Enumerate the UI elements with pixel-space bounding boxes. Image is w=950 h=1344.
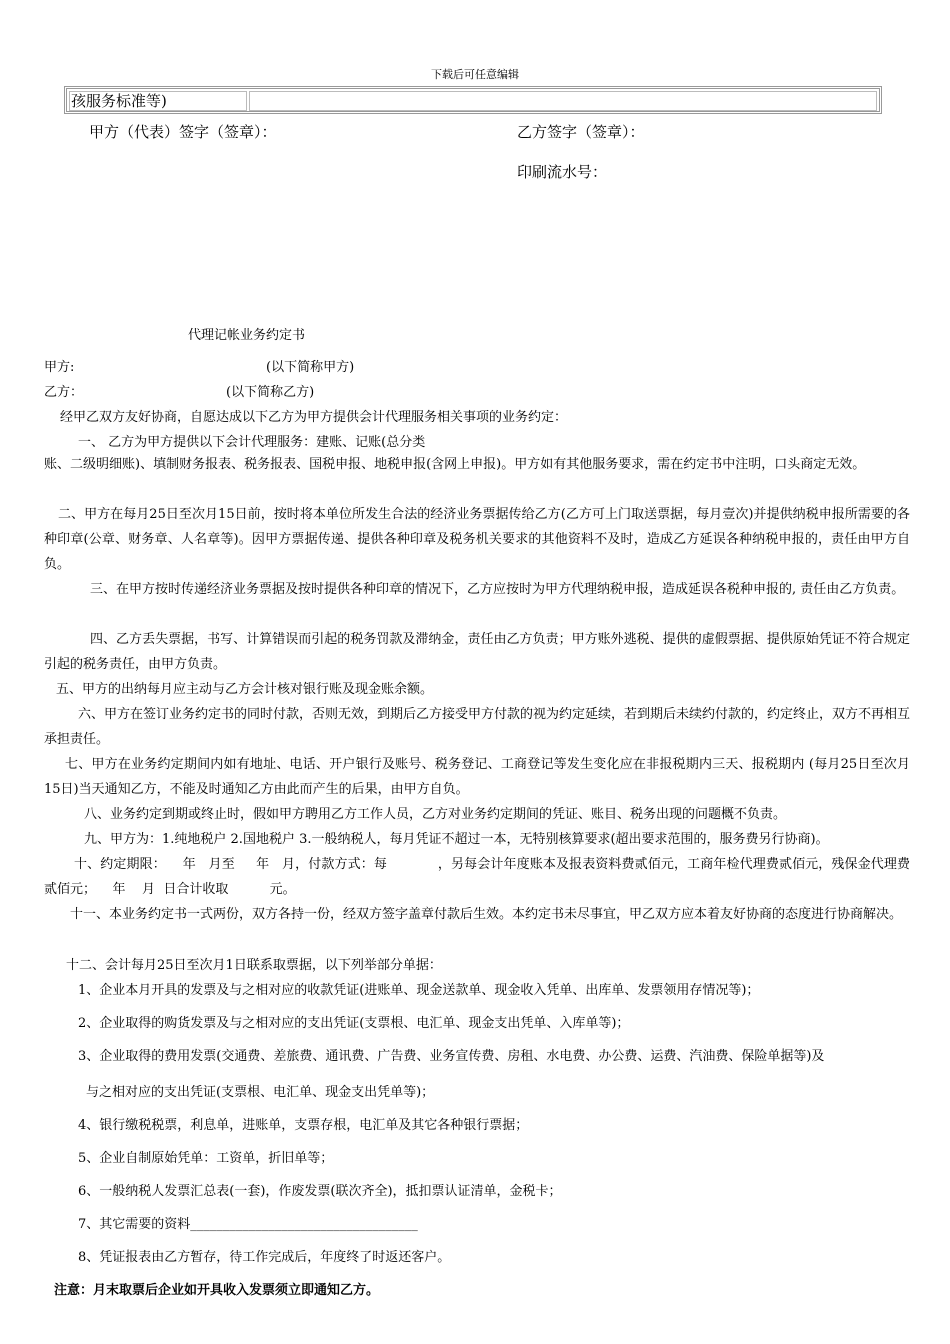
clause-10: 十、约定期限： 年 月至 年 月，付款方式：每 ，另每会计年度账本及报表资料费贰佰元，工商年检代理费贰佰元，残保金代理费贰佰元； 年 月 日合计收取 元。 [44,857,910,897]
party-b-abbrev: (以下简称乙方) [226,385,315,400]
list-item: 5、企业自制原始凭单：工资单，折旧单等； [78,1151,334,1166]
clause-3: 三、在甲方按时传递经济业务票据及按时提供各种印章的情况下，乙方应按时为甲方代理纳税申报，造成延误各税种申报的, 责任由乙方负责。 [90,582,905,597]
intro-paragraph: 经甲乙双方友好协商，自愿达成以下乙方为甲方提供会计代理服务相关事项的业务约定： [60,410,568,425]
list-item: 8、凭证报表由乙方暂存，待工作完成后，年度终了时返还客户。 [78,1250,451,1265]
list-item: 与之相对应的支出凭证(支票根、电汇单、现金支出凭单等)； [86,1085,435,1100]
party-b-signature: 乙方签字（签章）： [517,123,645,141]
clause-12: 十二、会计每月25日至次月1日联系取票据，以下列举部分单据： [66,958,442,973]
party-a-signature: 甲方（代表）签字（签章）： [89,123,277,141]
list-item: 2、企业取得的购货发票及与之相对应的支出凭证(支票根、电汇单、现金支出凭单、入库单等)； [78,1016,630,1031]
serial-number-label: 印刷流水号： [517,163,608,181]
top-table-cell: 孩服务标准等) [69,91,247,111]
top-table [64,86,882,114]
party-a-label: 甲方: [44,360,75,375]
clause-9: 九、甲方为：1.纯地税户 2.国地税户 3.一般纳税人，每月凭证不超过一本，无特别核算要求(超出要求范围的，服务费另行协商)。 [84,832,829,847]
notice: 注意：月末取票后企业如开具收入发票须立即通知乙方。 [54,1283,380,1298]
list-item: 4、银行缴税税票，利息单，进账单，支票存根，电汇单及其它各种银行票据； [78,1118,529,1133]
list-item: 7、其它需要的资料___________________________________ [78,1217,418,1232]
clause-8: 八、业务约定到期或终止时，假如甲方聘用乙方工作人员，乙方对业务约定期间的凭证、账目、税务出现的问题概不负责。 [84,807,787,822]
clause-7: 七、甲方在业务约定期间内如有地址、电话、开户银行及账号、税务登记、工商登记等发生变化应在非报税期内三天、报税期内 (每月25日至次月15日)当天通知乙方，不能及时通知乙方由此而产生的后果，由甲方自负。 [44,757,910,797]
clause-11: 十一、本业务约定书一式两份，双方各持一份，经双方签字盖章付款后生效。本约定书未尽事宜，甲乙双方应本着友好协商的态度进行协商解决。 [70,907,903,922]
clause-6: 六、甲方在签订业务约定书的同时付款，否则无效，到期后乙方接受甲方付款的视为约定延续，若到期后未续约付款的，约定终止，双方不再相互承担责任。 [44,707,911,747]
clause-1-body: 账、二级明细账)、填制财务报表、税务报表、国税申报、地税申报(含网上申报)。甲方如有其他服务要求，需在约定书中注明，口头商定无效。 [44,457,866,472]
clause-5: 五、甲方的出纳每月应主动与乙方会计核对银行账及现金账余额。 [56,682,434,697]
list-item: 3、企业取得的费用发票(交通费、差旅费、通讯费、广告费、业务宣传费、房租、水电费、办公费、运费、汽油费、保险单据等)及 [78,1049,825,1064]
list-item: 6、一般纳税人发票汇总表(一套)，作废发票(联次齐全)，抵扣票认证清单，金税卡； [78,1184,562,1199]
list-item: 1、企业本月开具的发票及与之相对应的收款凭证(进账单、现金送款单、现金收入凭单、出库单、发票领用存情况等)； [78,983,760,998]
party-a-abbrev: (以下简称甲方) [266,360,355,375]
document-title: 代理记帐业务约定书 [188,328,306,343]
header-note: 下载后可任意编辑 [431,68,519,81]
clause-2: 二、甲方在每月25日至次月15日前，按时将本单位所发生合法的经济业务票据传给乙方(乙方可上门取送票据，每月壹次)并提供纳税申报所需要的各种印章(公章、财务章、人名章等)。因甲方票据传递、提供各种印章及税务机关要求的其他资料不及时，造成乙方延误各种纳税申报的，责任由甲方自负。 [44,507,910,572]
clause-4: 四、乙方丢失票据，书写、计算错误而引起的税务罚款及滞纳金，责任由乙方负责；甲方账外逃税、提供的虚假票据、提供原始凭证不符合规定引起的税务责任，由甲方负责。 [44,632,910,672]
clause-1-head: 一、 乙方为甲方提供以下会计代理服务：建账、记账(总分类 [78,435,426,450]
party-b-label: 乙方： [44,385,84,400]
top-table-empty-cell [249,91,877,111]
